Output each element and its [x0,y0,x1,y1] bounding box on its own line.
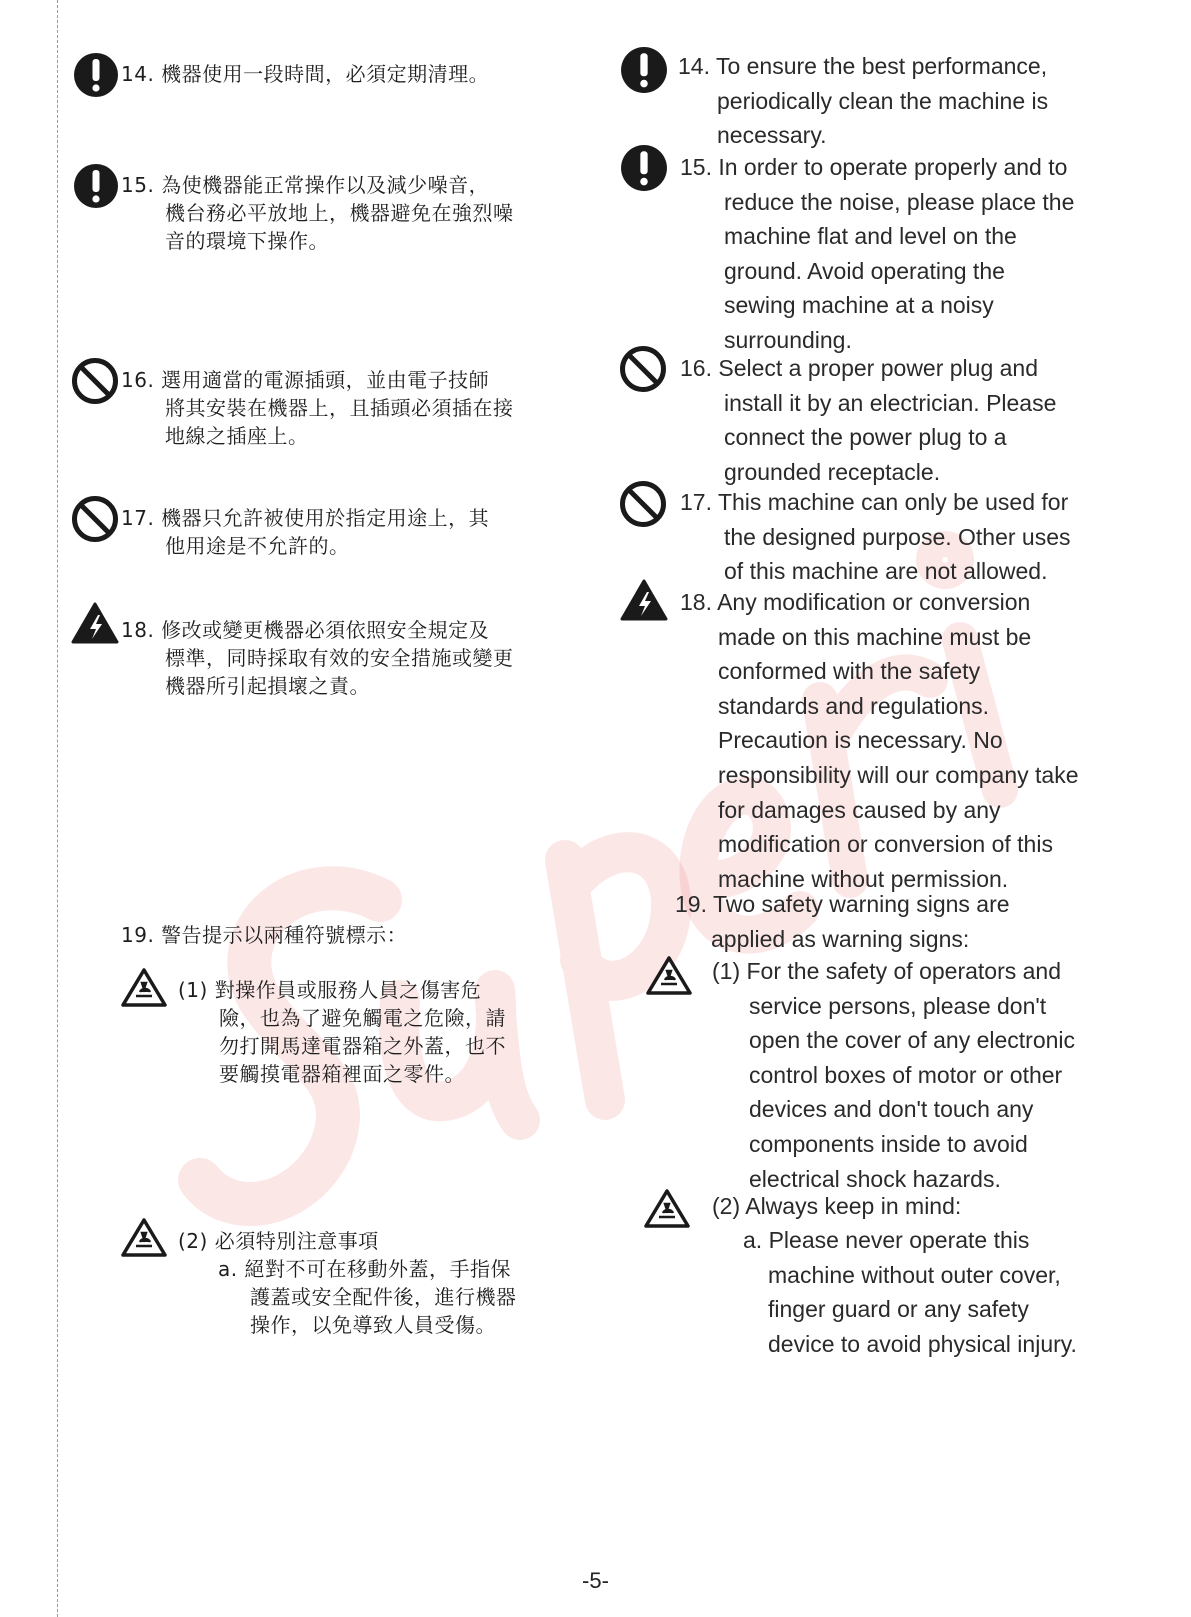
en-item-19-sub2-a [743,1223,1077,1361]
hand-crush-warning-icon [645,954,693,996]
cn-line: 要觸摸電器箱裡面之零件。 [219,1062,465,1086]
en-item-17 [680,485,1071,589]
item-number: 17. [121,506,155,530]
en-item-18 [680,585,1079,896]
en-line: the designed purpose. Other uses [724,523,1071,550]
en-line: responsibility will our company take [718,761,1079,788]
sub-label: a. [218,1257,238,1281]
en-line: connect the power plug to a [724,424,1007,451]
hand-crush-warning-icon [120,966,168,1008]
electrical-hazard-icon [620,578,668,622]
en-line: periodically clean the machine is [717,87,1049,114]
sub-label: (1) [178,978,208,1002]
en-line: 19. Two safety warning signs are [675,891,1010,917]
hand-crush-warning-icon [120,1216,168,1258]
en-line: electrical shock hazards. [749,1165,1001,1192]
cn-line: 機器所引起損壞之責。 [165,674,370,698]
en-line: 15. In order to operate properly and to [680,154,1068,180]
cn-item-15 [121,171,514,255]
electrical-hazard-icon [71,601,119,645]
sub-label: (2) [178,1229,208,1253]
cn-line: 選用適當的電源插頭，並由電子技師 [161,368,490,392]
item-number: 15. [121,173,155,197]
cn-line: 機器使用一段時間，必須定期清理。 [161,62,490,86]
en-item-19-sub2 [712,1189,961,1224]
cn-line: 修改或變更機器必須依照安全規定及 [161,618,490,642]
en-line: a. Please never operate this [743,1227,1030,1253]
en-line: sewing machine at a noisy [724,292,994,319]
en-line: of this machine are not allowed. [724,558,1048,585]
cn-line: 為使機器能正常操作以及減少噪音， [161,173,490,197]
en-line: applied as warning signs: [711,925,970,952]
en-line: grounded receptacle. [724,458,941,485]
en-line: surrounding. [724,326,852,353]
en-line: reduce the noise, please place the [724,188,1075,215]
page-number: -5- [582,1568,609,1593]
cn-line: 將其安裝在機器上，且插頭必須插在接 [165,396,514,420]
en-line: machine flat and level on the [724,223,1017,250]
cn-line: 機器只允許被使用於指定用途上，其 [161,506,490,530]
en-item-19 [675,887,1010,956]
en-line: 14. To ensure the best performance, [678,53,1048,79]
en-line: standards and regulations. [718,692,990,719]
item-number: 19. [121,923,155,947]
cn-line: 險，也為了避免觸電之危險，請 [219,1006,506,1030]
cn-item-19-sub1 [178,976,506,1088]
cn-line: 勿打開馬達電器箱之外蓋，也不 [219,1034,506,1058]
prohibition-icon [71,495,119,543]
en-line: made on this machine must be [718,623,1032,650]
en-line: machine without permission. [718,865,1009,892]
cn-item-14 [121,60,489,88]
en-line: necessary. [717,122,827,149]
cn-line: 護蓋或安全配件後，進行機器 [250,1285,517,1309]
cn-line: 對操作員或服務人員之傷害危 [214,978,482,1002]
cn-line: 必須特別注意事項 [214,1229,379,1253]
cn-item-19-title [121,921,407,949]
prohibition-icon [619,480,667,528]
item-number: 14. [121,62,155,86]
en-line: modification or conversion of this [718,831,1053,858]
cn-item-16 [121,366,514,450]
en-line: 16. Select a proper power plug and [680,355,1039,381]
exclamation-icon [620,144,668,192]
cn-line: 機台務必平放地上，機器避免在強烈噪 [165,201,514,225]
exclamation-icon [73,163,119,209]
cn-line: 他用途是不允許的。 [165,534,350,558]
hand-crush-warning-icon [643,1187,691,1229]
cn-line: 音的環境下操作。 [165,229,329,253]
item-number: 18. [121,618,155,642]
en-line: 18. Any modification or conversion [680,589,1031,615]
en-line: device to avoid physical injury. [768,1330,1077,1357]
en-item-14 [678,49,1048,153]
prohibition-icon [619,345,667,393]
en-line: open the cover of any electronic [749,1027,1076,1054]
cn-line: 警告提示以兩種符號標示： [161,923,408,947]
prohibition-icon [71,357,119,405]
en-line: machine without outer cover, [768,1261,1061,1288]
en-line: devices and don't touch any [749,1096,1034,1123]
en-line: (1) For the safety of operators and [712,958,1062,984]
exclamation-icon [620,46,668,94]
en-line: service persons, please don't [749,992,1047,1019]
en-line: finger guard or any safety [768,1296,1029,1323]
cn-line: 絕對不可在移動外蓋，手指保 [244,1257,511,1281]
cn-item-18 [121,616,514,700]
cn-line: 地線之插座上。 [165,424,309,448]
cn-line: 操作，以免導致人員受傷。 [250,1313,496,1337]
en-item-19-sub1 [712,954,1075,1196]
cn-item-17 [121,504,489,560]
item-number: 16. [121,368,155,392]
en-item-16 [680,351,1056,489]
cn-item-19-sub2 [178,1227,517,1339]
en-line: install it by an electrician. Please [724,389,1057,416]
en-line: components inside to avoid [749,1130,1028,1157]
binding-margin-line [57,0,58,1617]
en-line: conformed with the safety [718,658,981,685]
en-line: (2) Always keep in mind: [712,1193,962,1219]
cn-line: 標準，同時採取有效的安全措施或變更 [165,646,514,670]
en-line: ground. Avoid operating the [724,257,1005,284]
exclamation-icon [73,52,119,98]
en-line: for damages caused by any [718,796,1001,823]
en-item-15 [680,150,1074,358]
en-line: 17. This machine can only be used for [680,489,1069,515]
en-line: Precaution is necessary. No [718,727,1003,754]
en-line: control boxes of motor or other [749,1061,1063,1088]
